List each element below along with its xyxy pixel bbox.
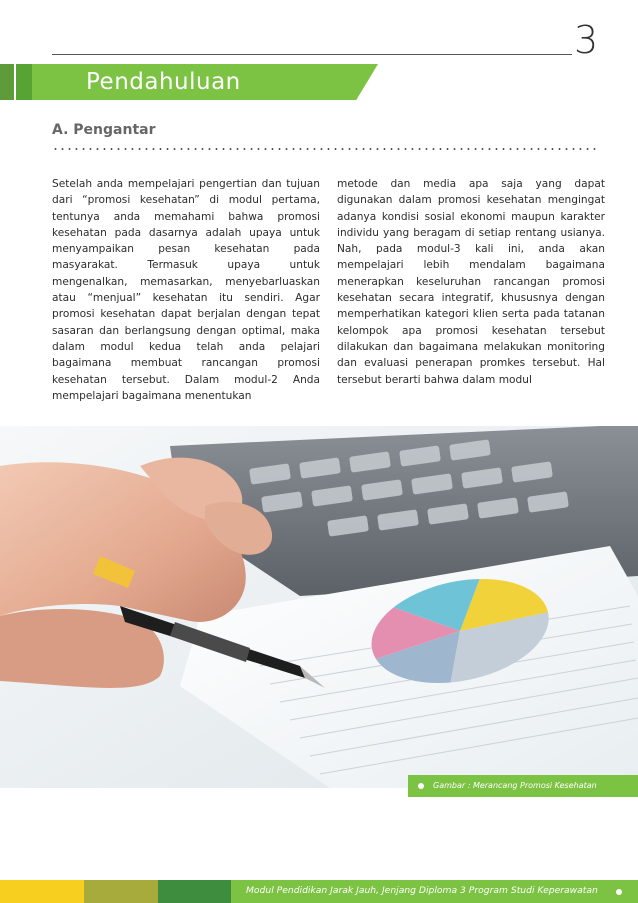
dotted-divider xyxy=(52,148,598,150)
footer-block-yellow xyxy=(0,880,84,903)
figure-caption: Gambar : Merancang Promosi Kesehatan xyxy=(433,781,597,790)
body-column-left: Setelah anda mempelajari pengertian dan tujuan dari “promosi kesehatan” di modul pertama, tentunya anda memahami bahwa promosi kesehatan pada dasarnya adalah upaya untuk menyampaikan pesan kesehatan pada masyarakat. Termasuk upaya untuk mengenalkan, memasarkan, menyebarluaskan atau “menjual” kesehatan itu sendiri. Agar promosi kesehatan dapat berjalan dengan tepat sasaran dan berlangsung dengan optimal, maka dalam modul kedua telah anda pelajari bagaimana membuat rancangan promosi kesehatan tersebut. Dalam modul-2 Anda mempelajari bagaimana menentukan xyxy=(52,178,320,402)
chapter-title: Pendahuluan xyxy=(86,69,241,95)
footer-block-dark-green xyxy=(158,880,231,903)
bullet-icon xyxy=(418,783,424,789)
figure-caption-bar xyxy=(408,775,638,797)
page-number: 3 xyxy=(574,18,599,62)
footer-text: Modul Pendidikan Jarak Jauh, Jenjang Diploma 3 Program Studi Keperawatan xyxy=(246,885,598,896)
figure-photo xyxy=(0,426,638,788)
footer-block-olive xyxy=(84,880,158,903)
title-band-accent xyxy=(0,64,14,100)
body-column-right: metode dan media apa saja yang dapat digunakan dalam promosi kesehatan mengingat adanya kondisi sosial ekonomi maupun karakter individu yang beragam di setiap rentang usianya. Nah, pada modul-3 kali ini, anda akan mempelajari lebih mendalam bagaimana menerapkan keseluruhan rancangan promosi kesehatan secara integratif, khususnya dengan memperhatikan kategori klien serta pada tatanan kelompok apa promosi kesehatan tersebut dilakukan dan bagaimana melakukan monitoring dan evaluasi penerapan promkes tersebut. Hal tersebut berarti bahwa dalam modul xyxy=(337,178,605,386)
title-band-shade xyxy=(16,64,32,100)
section-heading: A. Pengantar xyxy=(52,122,156,138)
footer-bar xyxy=(0,880,638,903)
header-rule xyxy=(52,54,572,55)
bullet-icon xyxy=(616,889,622,895)
